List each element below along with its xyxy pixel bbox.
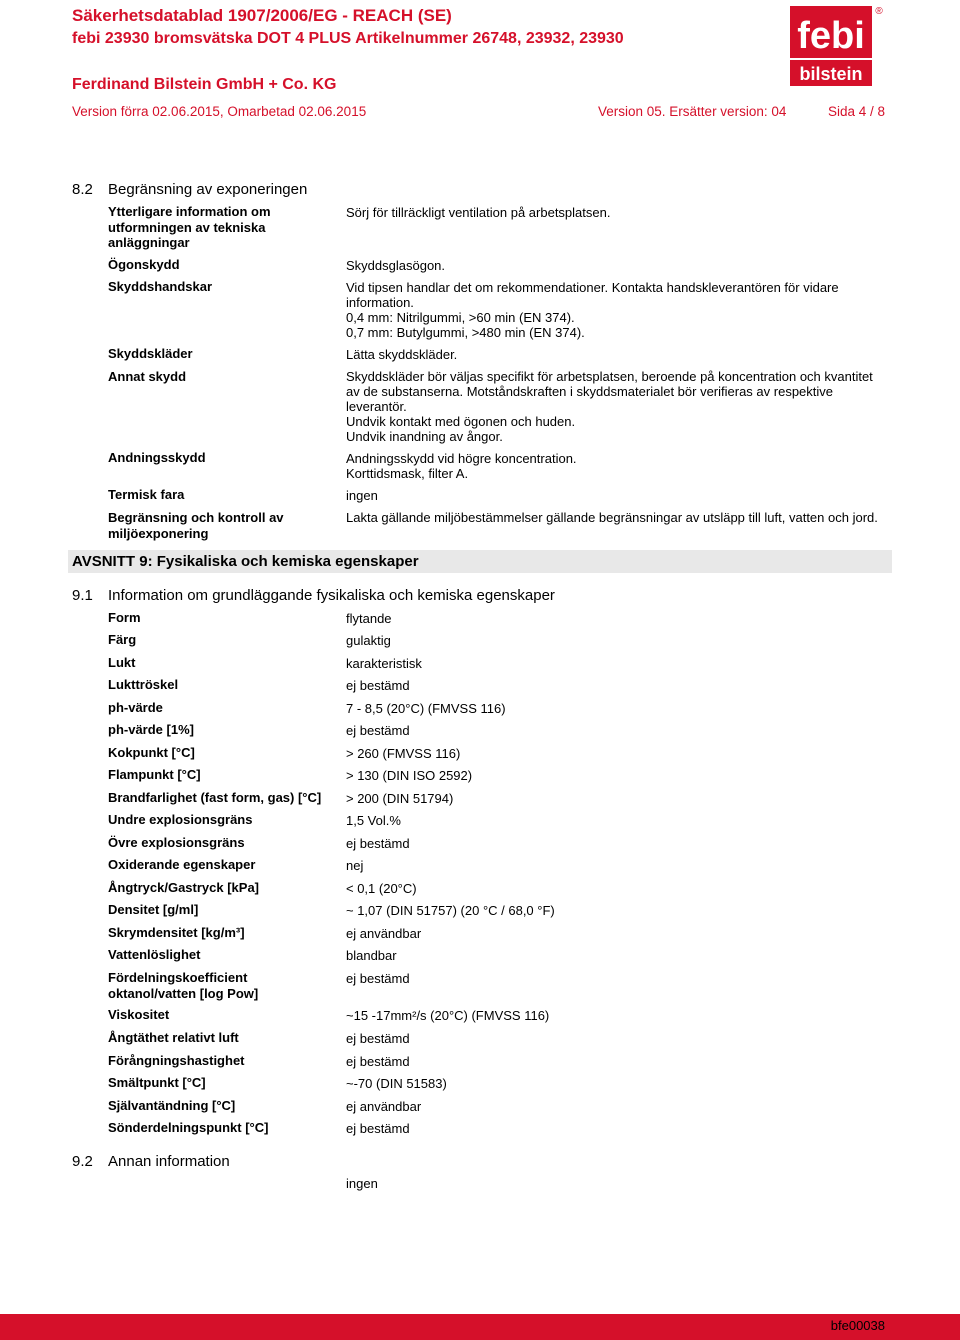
prop-label: Självantändning [°C] — [108, 1098, 236, 1113]
section-8-2-number: 8.2 — [72, 181, 93, 198]
prop-value: ej bestämd — [346, 971, 410, 986]
prop-label: Viskositet — [108, 1007, 170, 1022]
label-technical-info: Ytterligare information om utformningen av tekniska anläggningar — [108, 204, 271, 250]
logo-wordmark-febi: febi — [797, 15, 865, 57]
value-eye-protection: Skyddsglasögon. — [346, 258, 446, 273]
prop-label: Densitet [g/ml] — [108, 902, 199, 917]
label-thermal-hazard: Termisk fara — [108, 487, 185, 502]
prop-value: ej användbar — [346, 1099, 422, 1114]
prop-value: ej bestämd — [346, 723, 410, 738]
prop-label: Undre explosionsgräns — [108, 812, 253, 827]
prop-label: Skrymdensitet [kg/m³] — [108, 925, 245, 940]
document-title: Säkerhetsdatablad 1907/2006/EG - REACH (SE) — [72, 6, 452, 25]
logo-wordmark-bilstein: bilstein — [799, 64, 863, 84]
label-respiratory: Andningsskydd — [108, 450, 206, 465]
prop-label: Flampunkt [°C] — [108, 767, 201, 782]
label-protective-clothing: Skyddskläder — [108, 346, 193, 361]
value-protective-clothing: Lätta skyddskläder. — [346, 347, 458, 362]
prop-value: ej bestämd — [346, 1121, 410, 1136]
prop-label: Kokpunkt [°C] — [108, 745, 195, 760]
section-9-2-value: ingen — [346, 1176, 378, 1191]
prop-value: ej bestämd — [346, 1054, 410, 1069]
prop-value: ~-70 (DIN 51583) — [346, 1076, 447, 1091]
version-dates: Version förra 02.06.2015, Omarbetad 02.06.2015 — [72, 104, 367, 119]
prop-value: 7 - 8,5 (20°C) (FMVSS 116) — [346, 701, 506, 716]
version-line — [72, 104, 885, 120]
prop-label: Lukttröskel — [108, 677, 179, 692]
prop-label: Lukt — [108, 655, 136, 670]
section-9-1-title: Information om grundläggande fysikaliska och kemiska egenskaper — [108, 587, 555, 604]
prop-value: ej användbar — [346, 926, 422, 941]
value-respiratory: Andningsskydd vid högre koncentration. Korttidsmask, filter A. — [346, 451, 577, 481]
label-other-protection: Annat skydd — [108, 369, 187, 384]
logo-registered-mark: ® — [875, 6, 883, 17]
prop-label: Vattenlöslighet — [108, 947, 201, 962]
prop-label: Smältpunkt [°C] — [108, 1075, 206, 1090]
section-9-1-number: 9.1 — [72, 587, 93, 604]
version-number: Version 05. Ersätter version: 04 — [598, 104, 787, 119]
prop-label: Oxiderande egenskaper — [108, 857, 256, 872]
prop-value: < 0,1 (20°C) — [346, 881, 417, 896]
prop-value: ej bestämd — [346, 678, 410, 693]
label-environmental-exposure: Begränsning och kontroll av miljöexponering — [108, 510, 284, 541]
value-gloves: Vid tipsen handlar det om rekommendationer. Kontakta handskleverantören för vidare information. 0,4 mm: Nitrilgummi, >60 min (EN 374). 0,7 mm: Butylgummi, >480 min (EN 374). — [346, 280, 839, 340]
prop-label: Sönderdelningspunkt [°C] — [108, 1120, 269, 1135]
value-thermal-hazard: ingen — [346, 488, 378, 503]
prop-value: ~15 -17mm²/s (20°C) (FMVSS 116) — [346, 1008, 550, 1023]
value-technical-info: Sörj för tillräckligt ventilation på arbetsplatsen. — [346, 205, 611, 220]
prop-value: > 200 (DIN 51794) — [346, 791, 454, 806]
page-number: Sida 4 / 8 — [827, 104, 885, 119]
prop-value: ~ 1,07 (DIN 51757) (20 °C / 68,0 °F) — [346, 903, 555, 918]
prop-value: > 130 (DIN ISO 2592) — [346, 768, 473, 783]
value-other-protection: Skyddskläder bör väljas specifikt för arbetsplatsen, beroende på koncentration och kvantitet av de substanserna. Motståndskraften i skyddsmaterialet bör verifieras av respektive leverantör. Undvik kontakt med ögonen och huden. Undvik inandning av ångor. — [346, 369, 873, 444]
prop-label: Form — [108, 610, 141, 625]
section-9-header — [68, 550, 892, 573]
footer-bar — [0, 1314, 960, 1340]
prop-label: ph-värde [1%] — [108, 722, 194, 737]
prop-value: ej bestämd — [346, 1031, 410, 1046]
prop-value: blandbar — [346, 948, 397, 963]
prop-label: Ångtryck/Gastryck [kPa] — [108, 880, 260, 895]
prop-value: ej bestämd — [346, 836, 410, 851]
prop-label: Förångningshastighet — [108, 1053, 245, 1068]
section-9-title: AVSNITT 9: Fysikaliska och kemiska egenskaper — [72, 553, 419, 570]
prop-value: 1,5 Vol.% — [346, 813, 401, 828]
prop-label: Brandfarlighet (fast form, gas) [°C] — [108, 790, 322, 805]
prop-value: nej — [346, 858, 364, 873]
prop-value: > 260 (FMVSS 116) — [346, 746, 461, 761]
prop-value: karakteristisk — [346, 656, 422, 671]
febi-bilstein-logo — [788, 4, 884, 88]
prop-value: flytande — [346, 611, 392, 626]
section-9-2-title: Annan information — [108, 1153, 230, 1170]
value-environmental-exposure: Lakta gällande miljöbestämmelser gällande begränsningar av utsläpp till luft, vatten och jord. — [346, 510, 878, 525]
prop-label: Färg — [108, 632, 137, 647]
label-eye-protection: Ögonskydd — [108, 257, 180, 272]
prop-label: ph-värde — [108, 700, 163, 715]
label-gloves: Skyddshandskar — [108, 279, 213, 294]
prop-label: Ångtäthet relativt luft — [108, 1030, 239, 1045]
company-name: Ferdinand Bilstein GmbH + Co. KG — [72, 76, 337, 93]
product-name: febi 23930 bromsvätska DOT 4 PLUS Artikelnummer 26748, 23932, 23930 — [72, 30, 624, 47]
section-9-2-number: 9.2 — [72, 1153, 93, 1170]
prop-label: Övre explosionsgräns — [108, 835, 245, 850]
prop-label: Fördelningskoefficient oktanol/vatten [log Pow] — [108, 970, 259, 1001]
prop-value: gulaktig — [346, 633, 391, 648]
section-8-2-title: Begränsning av exponeringen — [108, 181, 308, 198]
footer-code: bfe00038 — [830, 1318, 885, 1333]
